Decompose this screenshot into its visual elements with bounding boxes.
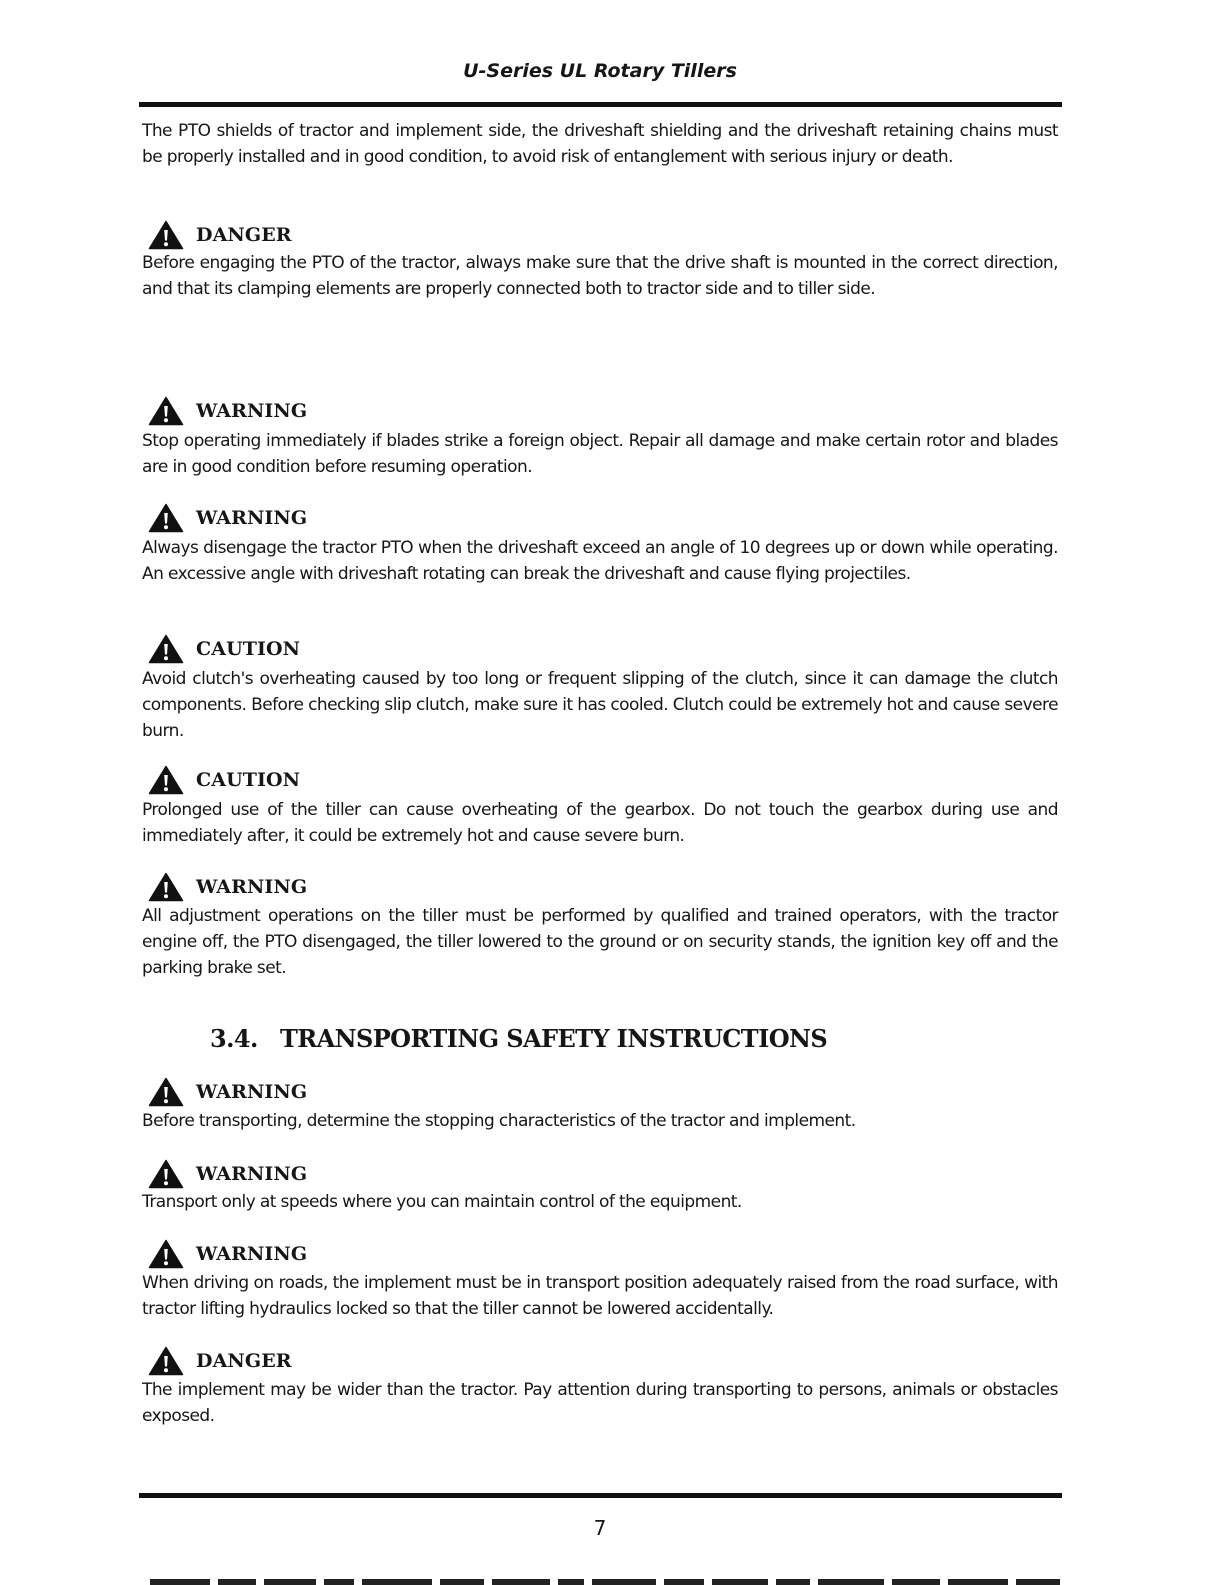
notice-caution-gearbox-head: [148, 765, 300, 795]
warning-triangle-icon: [148, 634, 184, 664]
notice-warning-foreign-object-head: [148, 396, 307, 426]
warning-triangle-icon: [148, 765, 184, 795]
page-header-title: U-Series UL Rotary Tillers: [463, 60, 737, 82]
notice-warning-stopping-head: [148, 1077, 307, 1107]
notice-text: Stop operating immediately if blades strike a foreign object. Repair all damage and make certain rotor and blades are in good condition before resuming operation.: [142, 431, 1058, 478]
notice-text: Always disengage the tractor PTO when the driveshaft exceed an angle of 10 degrees up or down while operating. An excessive angle with driveshaft rotating can break the driveshaft and cause flying projectiles.: [142, 538, 1058, 585]
warning-triangle-icon: [148, 396, 184, 426]
section-title: TRANSPORTING SAFETY INSTRUCTIONS: [280, 1024, 828, 1053]
notice-warning-road-position-head: [148, 1239, 307, 1269]
notice-label: WARNING: [196, 1081, 308, 1103]
section-heading: [210, 1024, 827, 1053]
notice-label: DANGER: [196, 224, 292, 246]
notice-text: Avoid clutch's overheating caused by too long or frequent slipping of the clutch, since it can damage the clutch components. Before checking slip clutch, make sure it has cooled. Clutch could be extremely hot and cause severe burn.: [142, 669, 1058, 742]
notice-text: Before engaging the PTO of the tractor, always make sure that the drive shaft is mounted in the correct direction, and that its clamping elements are properly connected both to tractor side and to tiller side.: [142, 253, 1058, 300]
warning-triangle-icon: [148, 1159, 184, 1189]
notice-warning-driveshaft-angle-head: [148, 503, 307, 533]
page-number: 7: [593, 1516, 607, 1540]
notice-text: Before transporting, determine the stopping characteristics of the tractor and implement.: [142, 1111, 856, 1131]
notice-label: DANGER: [196, 1350, 292, 1372]
notice-label: CAUTION: [196, 638, 301, 660]
notice-label: WARNING: [196, 876, 308, 898]
notice-warning-speed-head: [148, 1159, 307, 1189]
notice-danger-width-head: [148, 1346, 292, 1376]
notice-danger-pto-head: [148, 220, 292, 250]
notice-text: Prolonged use of the tiller can cause overheating of the gearbox. Do not touch the gearbox during use and immediately after, it could be extremely hot and cause severe burn.: [142, 800, 1058, 847]
notice-text: The implement may be wider than the tractor. Pay attention during transporting to persons, animals or obstacles exposed.: [142, 1380, 1058, 1427]
notice-warning-adjustment-head: [148, 872, 307, 902]
intro-paragraph: The PTO shields of tractor and implement side, the driveshaft shielding and the driveshaft retaining chains must be properly installed and in good condition, to avoid risk of entanglement with serious injury or death.: [142, 121, 1058, 168]
footer-rule: [139, 1493, 1062, 1498]
notice-text: Transport only at speeds where you can maintain control of the equipment.: [142, 1192, 742, 1212]
notice-label: WARNING: [196, 400, 308, 422]
notice-text: When driving on roads, the implement must be in transport position adequately raised from the road surface, with tractor lifting hydraulics locked so that the tiller cannot be lowered accidentally.: [142, 1273, 1058, 1320]
notice-label: WARNING: [196, 1163, 308, 1185]
notice-label: WARNING: [196, 1243, 308, 1265]
notice-text: All adjustment operations on the tiller must be performed by qualified and trained operators, with the tractor engine off, the PTO disengaged, the tiller lowered to the ground or on security stands, the ignition key off and the parking brake set.: [142, 906, 1058, 979]
notice-label: CAUTION: [196, 769, 301, 791]
header-rule: [139, 102, 1062, 107]
warning-triangle-icon: [148, 1346, 184, 1376]
warning-triangle-icon: [148, 1077, 184, 1107]
warning-triangle-icon: [148, 872, 184, 902]
warning-triangle-icon: [148, 503, 184, 533]
section-number: 3.4.: [210, 1024, 258, 1053]
notice-label: WARNING: [196, 507, 308, 529]
notice-caution-clutch-head: [148, 634, 300, 664]
warning-triangle-icon: [148, 1239, 184, 1269]
cropped-text-fragment: [150, 1572, 1060, 1585]
warning-triangle-icon: [148, 220, 184, 250]
